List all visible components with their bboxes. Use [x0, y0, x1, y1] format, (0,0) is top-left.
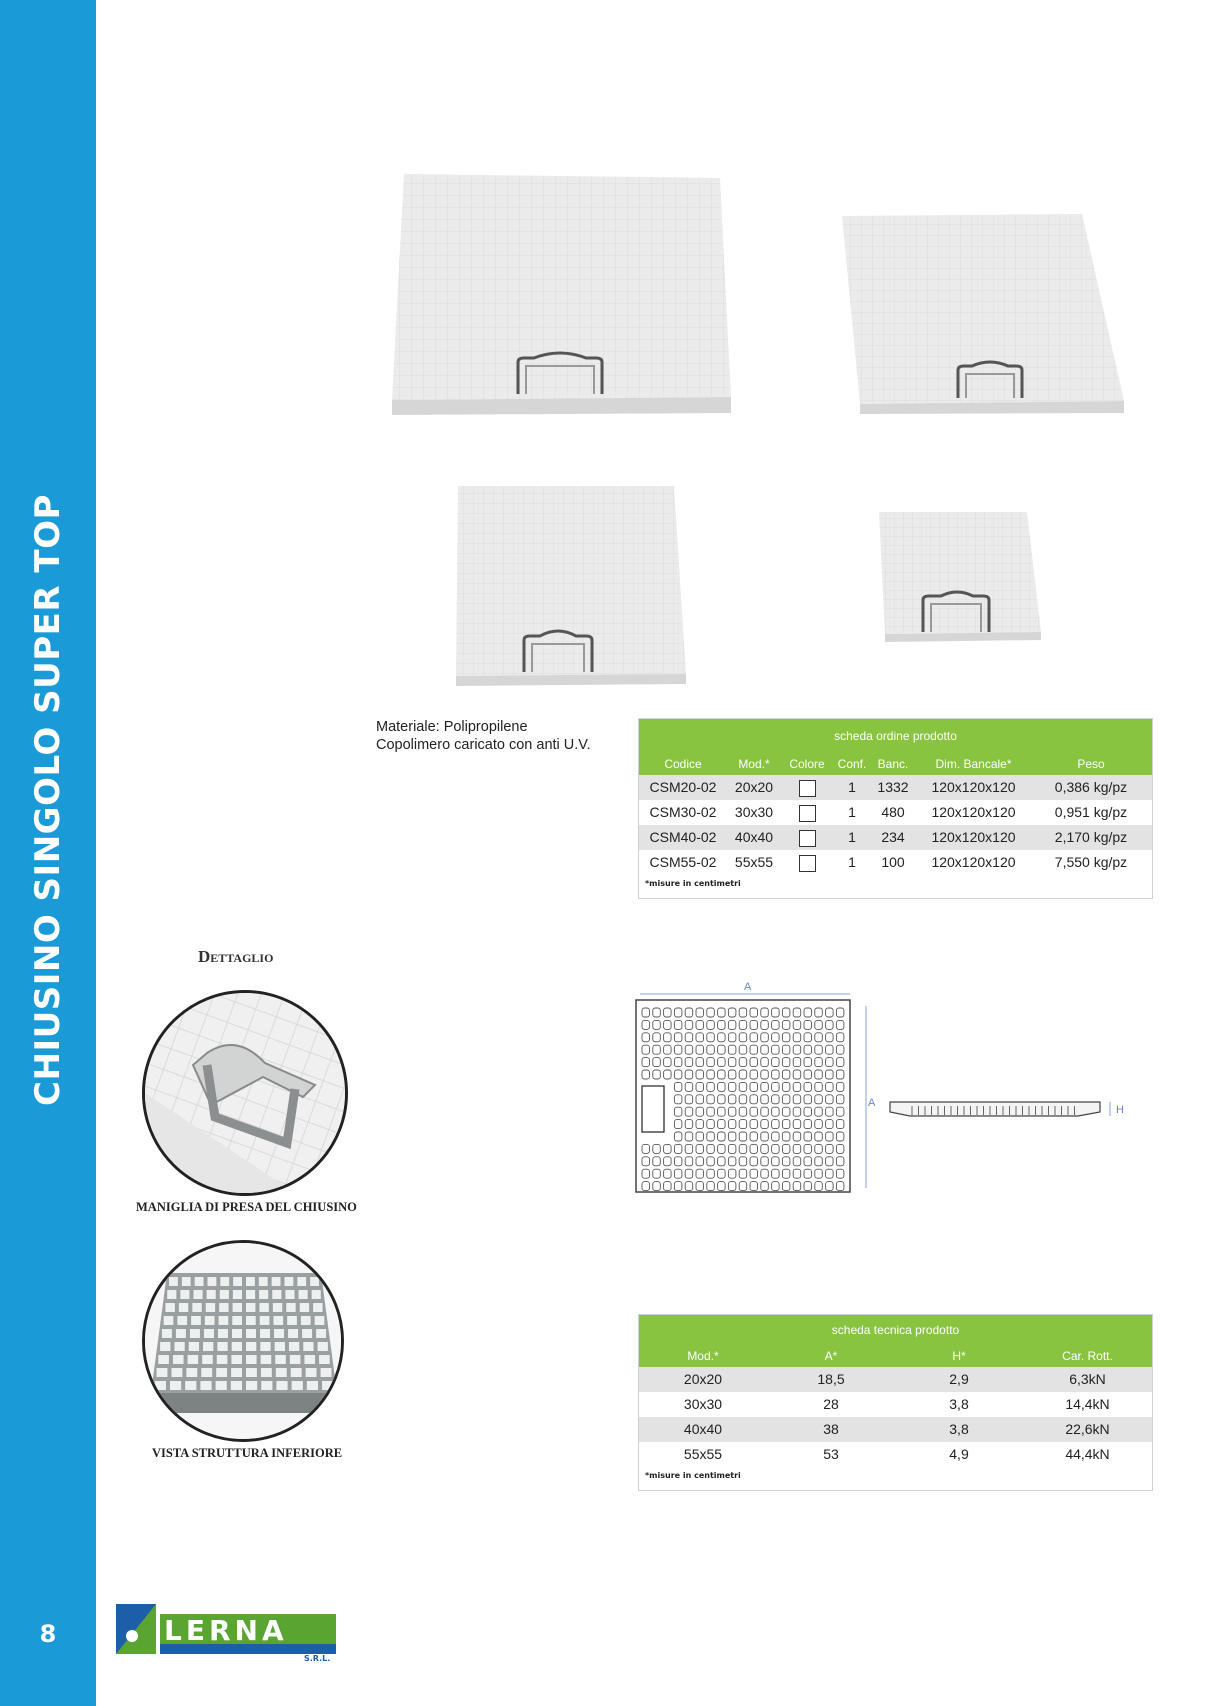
order-table-title: scheda ordine prodotto — [834, 729, 957, 743]
structure-cell — [219, 1316, 229, 1325]
structure-cell — [246, 1368, 257, 1377]
structure-cell — [185, 1381, 196, 1390]
structure-cell — [297, 1277, 306, 1286]
structure-cell — [272, 1277, 281, 1286]
structure-cell — [274, 1329, 284, 1338]
tech-table-columns — [639, 1345, 1152, 1367]
material-line-2: Copolimero caricato con anti U.V. — [376, 737, 591, 753]
structure-cell — [155, 1381, 166, 1390]
structure-caption: VISTA STRUTTURA INFERIORE — [152, 1446, 343, 1460]
cell-weight: 7,550 kg/pz — [1054, 854, 1128, 870]
company-logo — [114, 1596, 344, 1666]
structure-cell — [192, 1303, 201, 1312]
material-line-1: Materiale: Polipropilene — [376, 719, 528, 735]
cell-conf: 1 — [848, 829, 856, 845]
table-row — [639, 825, 1152, 850]
structure-cell — [176, 1329, 186, 1338]
structure-cell — [246, 1355, 257, 1364]
cell-model: 55x55 — [734, 854, 774, 870]
cell-code: CSM30-02 — [649, 804, 717, 820]
cell-a: 53 — [823, 1446, 839, 1462]
structure-cell — [306, 1368, 317, 1377]
cell-h: 3,8 — [949, 1396, 969, 1412]
structure-cell — [233, 1303, 242, 1312]
material-description — [376, 718, 591, 754]
cell-banc: 1332 — [877, 779, 909, 795]
table-row — [639, 850, 1152, 875]
technical-drawing — [628, 980, 1148, 1220]
column-header: Codice — [664, 757, 702, 771]
tech-table-header — [639, 1315, 1152, 1367]
order-table — [638, 718, 1153, 899]
structure-cell — [232, 1329, 242, 1338]
structure-cell — [202, 1355, 213, 1364]
cell-load: 14,4kN — [1065, 1396, 1110, 1412]
cell-code: CSM20-02 — [649, 779, 717, 795]
structure-cell — [190, 1329, 200, 1338]
handle-caption: MANIGLIA DI PRESA DEL CHIUSINO — [136, 1200, 357, 1214]
table-row — [639, 1417, 1152, 1442]
cell-model: 20x20 — [734, 779, 774, 795]
page-number: 8 — [39, 1620, 57, 1648]
structure-cell — [232, 1316, 242, 1325]
cell-code: CSM55-02 — [649, 854, 717, 870]
cell-model: 30x30 — [683, 1396, 723, 1412]
column-header: H* — [952, 1349, 966, 1363]
color-checkbox[interactable] — [799, 805, 816, 822]
structure-cell — [219, 1303, 228, 1312]
cell-conf: 1 — [848, 779, 856, 795]
cell-model: 40x40 — [683, 1421, 723, 1437]
cell-weight: 0,951 kg/pz — [1054, 804, 1128, 820]
structure-cell — [170, 1381, 181, 1390]
structure-cell — [231, 1355, 242, 1364]
cell-color — [781, 800, 833, 825]
dimension-a-side: A — [868, 1097, 876, 1109]
structure-cell — [322, 1381, 333, 1390]
cell-a: 28 — [823, 1396, 839, 1412]
structure-cell — [304, 1355, 315, 1364]
structure-cell — [307, 1381, 318, 1390]
dimension-a-top: A — [744, 981, 752, 993]
handle-detail-image — [142, 990, 348, 1196]
structure-cell — [289, 1342, 299, 1351]
structure-cell — [299, 1290, 308, 1299]
detail-title: Dettaglio — [198, 947, 274, 966]
column-header: Mod.* — [738, 757, 770, 771]
cell-banc: 100 — [881, 854, 905, 870]
structure-cell — [220, 1290, 229, 1299]
structure-cell — [321, 1368, 332, 1377]
structure-cell — [182, 1277, 191, 1286]
cell-a: 38 — [823, 1421, 839, 1437]
order-table-columns — [639, 753, 1152, 775]
structure-cell — [193, 1290, 202, 1299]
structure-cell — [313, 1303, 322, 1312]
cell-load: 6,3kN — [1069, 1371, 1106, 1387]
structure-cell — [300, 1303, 309, 1312]
structure-cell — [315, 1316, 325, 1325]
column-header: Car. Rott. — [1062, 1349, 1113, 1363]
structure-cell — [167, 1290, 176, 1299]
color-checkbox[interactable] — [799, 855, 816, 872]
structure-cell — [260, 1316, 270, 1325]
structure-cell — [259, 1290, 268, 1299]
structure-cell — [261, 1355, 272, 1364]
structure-cell — [275, 1355, 286, 1364]
structure-cell — [319, 1355, 330, 1364]
structure-cell — [232, 1342, 242, 1351]
structure-cell — [288, 1329, 298, 1338]
column-header: Conf. — [837, 757, 867, 771]
structure-cell — [165, 1303, 174, 1312]
structure-cell — [260, 1329, 270, 1338]
structure-cell — [201, 1368, 212, 1377]
cell-dim: 120x120x120 — [931, 829, 1016, 845]
cell-dim: 120x120x120 — [931, 804, 1016, 820]
order-table-header — [639, 719, 1152, 775]
structure-cell — [246, 1329, 256, 1338]
cell-weight: 2,170 kg/pz — [1054, 829, 1128, 845]
structure-cell — [273, 1303, 282, 1312]
cell-dim: 120x120x120 — [931, 854, 1016, 870]
structure-cell — [220, 1277, 229, 1286]
structure-cell — [231, 1381, 242, 1390]
column-header: A* — [824, 1349, 838, 1363]
structure-cell — [217, 1355, 228, 1364]
structure-cell — [246, 1381, 257, 1390]
structure-cell — [246, 1303, 255, 1312]
cell-banc: 234 — [881, 829, 905, 845]
cell-model: 20x20 — [683, 1371, 723, 1387]
structure-cell — [310, 1277, 319, 1286]
product-image-30x30 — [454, 484, 692, 686]
structure-cell — [157, 1368, 168, 1377]
product-image-20x20 — [877, 510, 1043, 642]
structure-cell — [171, 1368, 182, 1377]
structure-cell — [158, 1355, 169, 1364]
structure-cell — [217, 1342, 227, 1351]
structure-cell — [208, 1277, 217, 1286]
product-image-55x55 — [388, 172, 733, 415]
structure-cell — [286, 1303, 295, 1312]
structure-cell — [174, 1342, 184, 1351]
cell-code: CSM40-02 — [649, 829, 717, 845]
structure-cell — [216, 1368, 227, 1377]
structure-cell — [186, 1368, 197, 1377]
table-row — [639, 1392, 1152, 1417]
tech-table-title: scheda tecnica prodotto — [831, 1323, 960, 1337]
structure-cell — [233, 1277, 242, 1286]
structure-cell — [216, 1381, 227, 1390]
dimension-h: H — [1116, 1104, 1124, 1116]
structure-cell — [291, 1368, 302, 1377]
cell-model: 30x30 — [734, 804, 774, 820]
sidebar — [0, 0, 96, 1706]
structure-cell — [179, 1303, 188, 1312]
cell-color — [781, 825, 833, 850]
drawing-svg — [628, 980, 1148, 1220]
color-checkbox[interactable] — [799, 780, 816, 797]
cell-dim: 120x120x120 — [931, 779, 1016, 795]
column-header: Banc. — [877, 757, 909, 771]
column-header: Colore — [789, 757, 825, 771]
cell-h: 4,9 — [949, 1446, 969, 1462]
table-row — [639, 800, 1152, 825]
tech-table — [638, 1314, 1153, 1491]
column-header: Peso — [1077, 757, 1105, 771]
structure-cell — [189, 1342, 199, 1351]
structure-cell — [205, 1316, 215, 1325]
logo-suffix: S.R.L. — [304, 1654, 331, 1662]
structure-cell — [260, 1342, 270, 1351]
structure-cell — [200, 1381, 211, 1390]
bottom-structure-image — [142, 1240, 344, 1442]
structure-cell — [203, 1342, 213, 1351]
cell-color — [781, 775, 833, 800]
structure-cell — [233, 1290, 242, 1299]
cell-model: 40x40 — [734, 829, 774, 845]
structure-cell — [173, 1355, 184, 1364]
cell-color — [781, 850, 833, 875]
structure-cell — [246, 1277, 255, 1286]
structure-cell — [162, 1329, 172, 1338]
structure-cell — [285, 1277, 294, 1286]
structure-cell — [302, 1329, 312, 1338]
structure-cell — [290, 1355, 301, 1364]
structure-cell — [191, 1316, 201, 1325]
cell-h: 3,8 — [949, 1421, 969, 1437]
structure-cell — [273, 1316, 283, 1325]
cell-a: 18,5 — [817, 1371, 845, 1387]
structure-cell — [276, 1381, 287, 1390]
structure-cell — [180, 1290, 189, 1299]
cell-banc: 480 — [881, 804, 905, 820]
structure-cell — [246, 1342, 256, 1351]
order-table-footnote: *misure in centimetri — [645, 879, 741, 888]
structure-cell — [169, 1277, 178, 1286]
structure-cell — [318, 1342, 328, 1351]
structure-cell — [276, 1368, 287, 1377]
cell-conf: 1 — [848, 854, 856, 870]
structure-cell — [246, 1316, 256, 1325]
cell-weight: 0,386 kg/pz — [1054, 779, 1128, 795]
color-checkbox[interactable] — [799, 830, 816, 847]
structure-cell — [218, 1329, 228, 1338]
structure-cell — [259, 1303, 268, 1312]
structure-cell — [261, 1381, 272, 1390]
structure-cell — [259, 1277, 268, 1286]
structure-cell — [261, 1368, 272, 1377]
structure-cell — [275, 1342, 285, 1351]
column-header: Mod.* — [687, 1349, 719, 1363]
structure-cell — [207, 1290, 216, 1299]
cell-load: 22,6kN — [1065, 1421, 1110, 1437]
structure-cell — [285, 1290, 294, 1299]
structure-cell — [160, 1342, 170, 1351]
structure-cell — [206, 1303, 215, 1312]
structure-cell — [177, 1316, 187, 1325]
table-row — [639, 775, 1152, 800]
structure-cell — [312, 1290, 321, 1299]
cell-load: 44,4kN — [1065, 1446, 1110, 1462]
structure-cell — [292, 1381, 303, 1390]
cell-model: 55x55 — [683, 1446, 723, 1462]
structure-cell — [301, 1316, 311, 1325]
structure-cell — [195, 1277, 204, 1286]
structure-cell — [164, 1316, 174, 1325]
structure-cell — [316, 1329, 326, 1338]
tech-table-footnote: *misure in centimetri — [645, 1471, 741, 1480]
logo-text: LERNA — [164, 1614, 288, 1647]
table-row — [639, 1442, 1152, 1467]
structure-cell — [272, 1290, 281, 1299]
structure-cell — [303, 1342, 313, 1351]
structure-cell — [188, 1355, 199, 1364]
structure-cell — [204, 1329, 214, 1338]
structure-cell — [287, 1316, 297, 1325]
section-title: CHIUSINO SINGOLO SUPER TOP — [28, 494, 68, 1106]
structure-cell — [246, 1290, 255, 1299]
cell-h: 2,9 — [949, 1371, 969, 1387]
column-header: Dim. Bancale* — [935, 757, 1012, 771]
table-row — [639, 1367, 1152, 1392]
product-image-40x40 — [840, 214, 1125, 414]
structure-cell — [231, 1368, 242, 1377]
cell-conf: 1 — [848, 804, 856, 820]
